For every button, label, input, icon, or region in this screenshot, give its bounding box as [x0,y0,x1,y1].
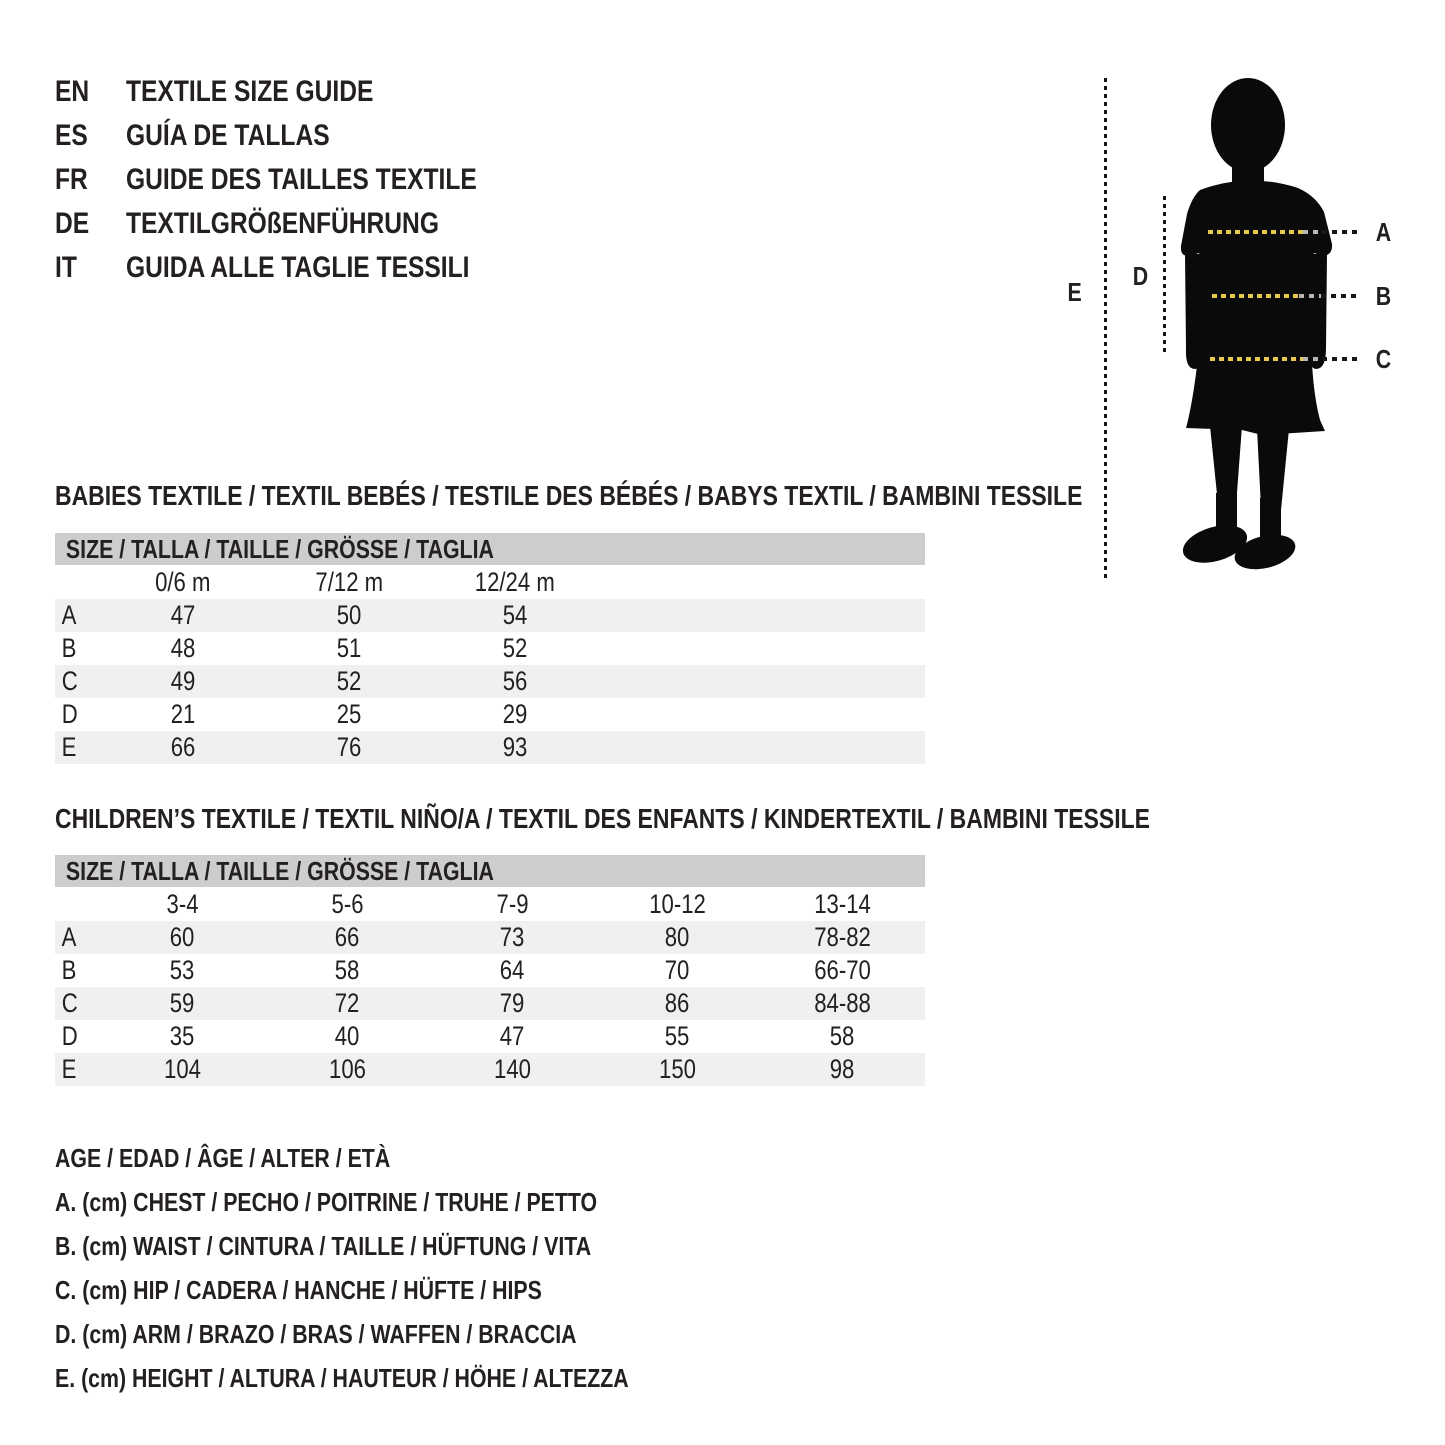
measure-value-text: 29 [502,699,528,729]
row-measure-label-text: B [61,955,77,985]
figure-label-E: E [1067,277,1082,307]
size-column-header [432,567,598,598]
size-header-row [55,565,925,599]
lang-title: TEXTILE SIZE GUIDE [126,75,374,108]
measure-value-text: 79 [500,988,525,1018]
right-arm-shape [1308,254,1327,369]
size-column-header [100,889,265,920]
measure-value [266,732,432,763]
hip-line-C-leader [1322,357,1362,361]
size-column-header [595,889,760,920]
measure-value [760,988,925,1019]
row-measure-label [55,633,100,664]
measure-value [595,955,760,986]
children-table [55,887,925,1086]
measure-value [100,666,266,697]
row-measure-label [55,600,100,631]
measure-value-text: 50 [336,600,362,630]
measure-value [100,699,266,730]
measure-value-text: 25 [336,699,362,729]
measure-value-text: 49 [170,666,196,696]
measure-value [265,1021,430,1052]
row-measure-label [55,988,100,1019]
size-column-header-text: 7/12 m [315,566,383,597]
measure-value [100,988,265,1019]
table-row-A [55,921,925,954]
size-column-header [100,567,266,598]
measure-value [595,1054,760,1085]
measure-value [595,922,760,953]
size-header-row [55,887,925,921]
row-measure-label [55,732,100,763]
measure-value [100,732,266,763]
measure-value-text: 86 [665,988,690,1018]
row-measure-label [55,1021,100,1052]
row-measure-label-text: D [61,699,78,729]
row-measure-label [55,666,100,697]
measure-value [430,1054,595,1085]
measure-value-text: 73 [500,922,525,952]
size-column-header-text: 13-14 [814,888,871,919]
arm-measure-line-D [1163,196,1166,352]
row-measure-label [55,955,100,986]
measure-value-text: 56 [502,666,528,696]
size-column-header [265,889,430,920]
measure-value-text: 47 [170,600,196,630]
lang-row-it [55,246,554,290]
measure-value [266,666,432,697]
table-row-D [55,1020,925,1053]
row-measure-label-text: E [61,732,77,762]
measure-value-text: 47 [500,1021,525,1051]
table-row-B [55,632,925,665]
row-measure-label-text: E [61,1054,77,1084]
measure-value [100,1021,265,1052]
child-silhouette-shapes [1179,78,1332,574]
size-column-header-text: 10-12 [649,888,706,919]
measure-value [432,600,598,631]
language-title-list [55,70,554,290]
measure-value-text: 66-70 [814,955,871,985]
table-row-E [55,1053,925,1086]
figure-label-D: D [1132,261,1149,291]
measure-value-text: 59 [169,988,195,1018]
measure-value-text: 40 [335,1021,360,1051]
measurement-legend [55,1136,755,1400]
size-column-header [430,889,595,920]
size-header-spacer [55,889,100,920]
legend-arm: D. (cm) ARM / BRAZO / BRAS / WAFFEN / BRACCIA [55,1318,577,1349]
row-measure-label-text: B [61,633,77,663]
lang-row-fr [55,158,554,202]
measure-value-text: 55 [665,1021,690,1051]
legend-chest: A. (cm) CHEST / PECHO / POITRINE / TRUHE / PETTO [55,1186,598,1217]
babies-table [55,565,925,764]
figure-label-B: B [1375,281,1392,311]
lang-row-en [55,70,554,114]
measure-value [760,955,925,986]
measure-value [265,955,430,986]
measure-value [265,1054,430,1085]
table-row-B [55,954,925,987]
legend-hip: C. (cm) HIP / CADERA / HANCHE / HÜFTE / HIPS [55,1274,542,1305]
measure-value [100,1054,265,1085]
row-measure-label [55,922,100,953]
measure-value [265,922,430,953]
measure-value-text: 53 [169,955,195,985]
babies-table-header-bar: SIZE / TALLA / TAILLE / GRÖSSE / TAGLIA [55,533,925,565]
children-section-title: CHILDREN’S TEXTILE / TEXTIL NIÑO/A / TEXTIL DES ENFANTS / KINDERTEXTIL / BAMBINI TESSILE [55,803,1150,834]
measure-value-text: 54 [502,600,528,630]
legend-height: E. (cm) HEIGHT / ALTURA / HAUTEUR / HÖHE / ALTEZZA [55,1362,629,1393]
measure-value-text: 150 [658,1054,696,1084]
measure-value [100,633,266,664]
measure-value-text: 72 [335,988,360,1018]
row-measure-label-text: A [61,922,77,952]
table-row-A [55,599,925,632]
row-measure-label-text: C [61,988,78,1018]
measure-value [266,600,432,631]
measure-value [432,732,598,763]
measure-value [760,1054,925,1085]
lang-code: FR [55,163,88,196]
lang-title: GUÍA DE TALLAS [126,119,330,152]
measure-value-text: 52 [336,666,362,696]
measure-value-text: 140 [493,1054,531,1084]
lang-title: TEXTILGRÖßENFÜHRUNG [126,207,439,240]
measure-value-text: 51 [336,633,362,663]
measure-value [430,955,595,986]
size-column-header [760,889,925,920]
size-header-spacer [55,567,100,598]
measure-value-text: 60 [169,922,195,952]
measure-value [595,988,760,1019]
legend-waist: B. (cm) WAIST / CINTURA / TAILLE / HÜFTUNG / VITA [55,1230,592,1261]
legend-age: AGE / EDAD / ÂGE / ALTER / ETÀ [55,1142,391,1173]
table-row-D [55,698,925,731]
table-row-C [55,987,925,1020]
measure-value [100,922,265,953]
size-column-header-text: 7-9 [496,888,529,919]
measure-value-text: 70 [665,955,690,985]
measure-value [100,600,266,631]
chest-line-A-leader [1322,230,1362,234]
row-measure-label-text: A [61,600,77,630]
measure-value-text: 98 [830,1054,855,1084]
measure-value-text: 106 [328,1054,366,1084]
measure-value-text: 52 [502,633,528,663]
lang-code: ES [55,119,88,152]
measure-value [266,633,432,664]
lang-code: EN [55,75,90,108]
table-row-C [55,665,925,698]
size-column-header-text: 5-6 [331,888,364,919]
row-measure-label-text: D [61,1021,78,1051]
measure-value [432,633,598,664]
measure-value [266,699,432,730]
figure-label-A: A [1375,217,1392,247]
measure-value-text: 78-82 [814,922,871,952]
measure-value-text: 84-88 [814,988,871,1018]
measure-value-text: 58 [830,1021,855,1051]
measure-value-text: 58 [335,955,360,985]
measure-value [430,988,595,1019]
measure-value-text: 76 [336,732,362,762]
lang-title: GUIDE DES TAILLES TEXTILE [126,163,477,196]
measure-value [595,1021,760,1052]
children-table-header-bar: SIZE / TALLA / TAILLE / GRÖSSE / TAGLIA [55,855,925,887]
lang-row-es [55,114,554,158]
size-column-header-text: 3-4 [166,888,199,919]
lang-code: IT [55,251,77,284]
measure-value-text: 48 [170,633,196,663]
row-measure-label [55,1054,100,1085]
chest-line-A-yellow [1208,230,1303,234]
measure-value [760,922,925,953]
measure-value-text: 35 [169,1021,195,1051]
hip-line-C-yellow [1210,357,1303,361]
table-row-E [55,731,925,764]
measure-value-text: 93 [502,732,528,762]
hip-line-C-fade [1303,357,1322,361]
lang-title: GUIDA ALLE TAGLIE TESSILI [126,251,470,284]
size-column-header-text: 0/6 m [155,566,211,597]
measure-value [265,988,430,1019]
measure-value [760,1021,925,1052]
figure-label-C: C [1375,344,1392,374]
lang-code: DE [55,207,90,240]
measure-value [432,666,598,697]
right-leg-shape [1257,429,1289,510]
chest-line-A-fade [1303,230,1322,234]
row-measure-label [55,699,100,730]
measure-value-text: 21 [170,699,196,729]
measure-value-text: 66 [170,732,196,762]
measure-value [100,955,265,986]
left-arm-shape [1185,254,1205,369]
height-measure-line-E [1104,78,1107,578]
measure-value [430,922,595,953]
measure-value [430,1021,595,1052]
size-column-header-text: 12/24 m [474,566,556,597]
child-silhouette [1178,78,1334,574]
measure-value-text: 66 [335,922,360,952]
row-measure-label-text: C [61,666,78,696]
babies-section-title: BABIES TEXTILE / TEXTIL BEBÉS / TESTILE DES BÉBÉS / BABYS TEXTIL / BAMBINI TESSILE [55,480,1083,511]
lang-row-de [55,202,554,246]
waist-line-B-fade [1299,294,1321,298]
measure-value [432,699,598,730]
size-column-header [266,567,432,598]
measure-value-text: 80 [665,922,690,952]
measure-value-text: 64 [500,955,525,985]
waist-line-B-yellow [1212,294,1299,298]
measure-value-text: 104 [163,1054,201,1084]
waist-line-B-leader [1321,294,1361,298]
